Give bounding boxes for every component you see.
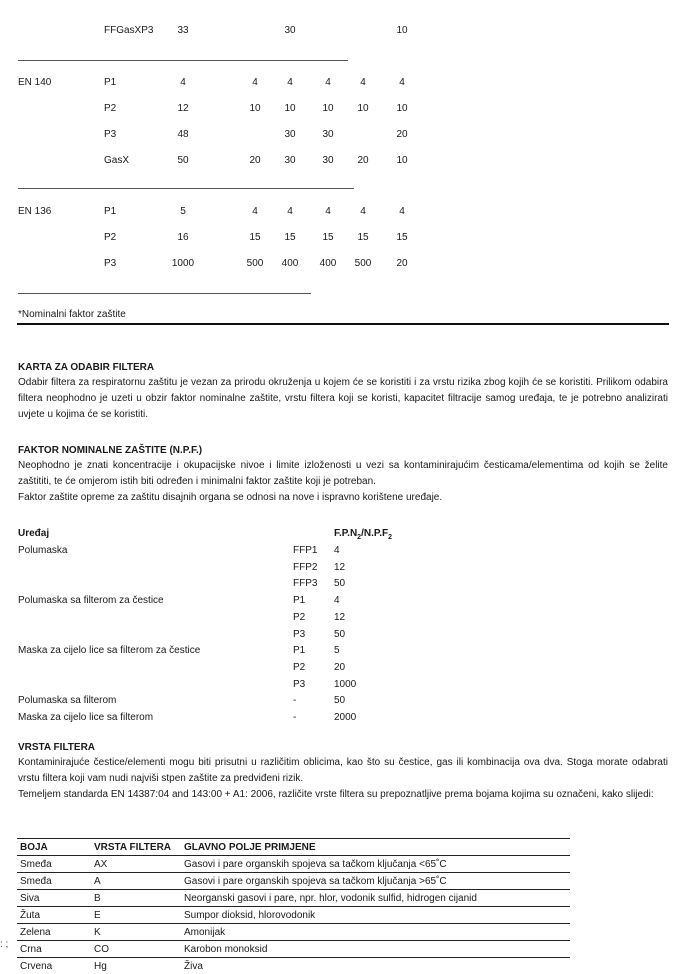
table-cell: CO (91, 941, 181, 958)
table-cell: Sumpor dioksid, hlorovodonik (181, 907, 570, 924)
table-cell: 20 (249, 155, 260, 166)
margin-mark: : ; (0, 939, 8, 950)
table-cell: B (91, 890, 181, 907)
table-row (17, 890, 570, 907)
table-cell: 20 (357, 155, 368, 166)
npf-value: 1000 (334, 679, 356, 690)
section-paragraph: Faktor zaštite opreme za zaštitu disajnih organa se odnosi na nove i ispravno korištene uređaje. (18, 490, 668, 506)
table-cell: 15 (322, 232, 333, 243)
table-cell: Živa (181, 958, 570, 974)
section-heading: KARTA ZA ODABIR FILTERA (18, 362, 668, 373)
device-name: Maska za cijelo lice sa filterom za čestice (18, 645, 200, 656)
table-cell: 15 (357, 232, 368, 243)
filter-class-label: P1 (104, 77, 116, 88)
table-cell: 10 (322, 103, 333, 114)
section-paragraph: Neophodno je znati koncentracije i okupacijske nivoe i limite izloženosti u vezi sa kontaminirajućim česticama/elementima od kojih se želite zaštititi, te će omjerom istih biti određen i minimalni faktor zaštite koji je potreban. (18, 458, 668, 490)
divider (18, 293, 311, 294)
npf-value: 4 (334, 595, 340, 606)
table-cell: Gasovi i pare organskih spojeva sa tačkom ključanja >65˚C (181, 873, 570, 890)
divider (18, 188, 354, 189)
table-cell: 30 (284, 25, 295, 36)
table-cell: 4 (325, 77, 331, 88)
npf-value: 5 (334, 645, 340, 656)
table-row (17, 873, 570, 890)
npf-value: 20 (334, 662, 345, 673)
device-class: - (293, 712, 296, 723)
table-row (17, 924, 570, 941)
table-cell: Siva (17, 890, 91, 907)
table-cell: 48 (177, 129, 188, 140)
table-cell: 30 (322, 129, 333, 140)
table-header-row (17, 839, 570, 856)
table-row (17, 958, 570, 974)
npf-value: 50 (334, 578, 345, 589)
table-cell: 4 (399, 77, 405, 88)
table-cell: 4 (360, 77, 366, 88)
section-divider (17, 323, 669, 325)
device-class: P1 (293, 645, 305, 656)
table-cell: Hg (91, 958, 181, 974)
table-cell: Smeđa (17, 873, 91, 890)
table-cell: 10 (284, 103, 295, 114)
fpn-header: $F.P.N_2/N.P.F_2$ (334, 528, 392, 541)
device-class: P2 (293, 662, 305, 673)
table-cell: 500 (355, 258, 372, 269)
table-cell: E (91, 907, 181, 924)
table-cell: 500 (247, 258, 264, 269)
table-cell: 33 (177, 25, 188, 36)
table-row (17, 941, 570, 958)
npf-value: 12 (334, 562, 345, 573)
device-name: Polumaska sa filterom (18, 695, 116, 706)
npf-value: 2000 (334, 712, 356, 723)
table-cell: K (91, 924, 181, 941)
table-cell: 4 (399, 206, 405, 217)
table-cell: A (91, 873, 181, 890)
table-cell: 30 (284, 155, 295, 166)
device-class: P1 (293, 595, 305, 606)
filter-class-label: P3 (104, 258, 116, 269)
table-cell: 10 (396, 155, 407, 166)
table-cell: Amonijak (181, 924, 570, 941)
table-cell: AX (91, 856, 181, 873)
section-paragraph: Kontaminirajuće čestice/elementi mogu biti prisutni u različitim oblicima, kao što su čestice, gas ili kombinacija ova dva. Stoga morate odabrati vrstu filtera koji vam nudi najviši stpen zaštite za predviđeni rizik. (18, 755, 668, 787)
device-class: FFP3 (293, 578, 317, 589)
table-cell: 15 (284, 232, 295, 243)
footnote: *Nominalni faktor zaštite (18, 309, 126, 320)
filter-class-label: FFGasXP3 (104, 25, 153, 36)
table-cell: 4 (325, 206, 331, 217)
filter-class-label: P2 (104, 103, 116, 114)
table-cell: Smeđa (17, 856, 91, 873)
device-class: FFP2 (293, 562, 317, 573)
table-cell: 10 (357, 103, 368, 114)
column-header: VRSTA FILTERA (91, 839, 181, 856)
device-class: P2 (293, 612, 305, 623)
section-heading: FAKTOR NOMINALNE ZAŠTITE (N.P.F.) (18, 445, 668, 456)
table-row (17, 907, 570, 924)
device-class: FFP1 (293, 545, 317, 556)
table-cell: 4 (252, 77, 258, 88)
device-class: P3 (293, 679, 305, 690)
device-name: Polumaska (18, 545, 67, 556)
table-cell: Crvena (17, 958, 91, 974)
table-cell: 5 (180, 206, 186, 217)
section-filter-types (18, 742, 668, 802)
section-filter-selection (18, 362, 668, 422)
column-header: BOJA (17, 839, 91, 856)
npf-value: 4 (334, 545, 340, 556)
npf-value: 50 (334, 629, 345, 640)
npf-value: 50 (334, 695, 345, 706)
table-cell: 16 (177, 232, 188, 243)
table-cell: 15 (396, 232, 407, 243)
table-cell: 4 (252, 206, 258, 217)
table-cell: 400 (320, 258, 337, 269)
table-cell: 4 (287, 206, 293, 217)
table-cell: Crna (17, 941, 91, 958)
device-class: P3 (293, 629, 305, 640)
table-cell: 400 (282, 258, 299, 269)
table-cell: Gasovi i pare organskih spojeva sa tačkom ključanja <65˚C (181, 856, 570, 873)
filter-class-label: P1 (104, 206, 116, 217)
standard-label: EN 136 (18, 206, 51, 217)
filter-class-label: P2 (104, 232, 116, 243)
device-class: - (293, 695, 296, 706)
section-paragraph: Temeljem standarda EN 14387:04 and 143:00 + A1: 2006, različite vrste filtera su prepoznatljive prema bojama kojima su označeni, kako slijedi: (18, 787, 668, 803)
npf-value: 12 (334, 612, 345, 623)
table-cell: 10 (396, 103, 407, 114)
table-cell: 4 (287, 77, 293, 88)
table-cell: Karobon monoksid (181, 941, 570, 958)
device-name: Polumaska sa filterom za čestice (18, 595, 164, 606)
table-cell: 30 (284, 129, 295, 140)
divider (18, 60, 348, 61)
table-cell: Zelena (17, 924, 91, 941)
table-cell: 12 (177, 103, 188, 114)
standard-label: EN 140 (18, 77, 51, 88)
table-cell: 1000 (172, 258, 194, 269)
table-cell: 20 (396, 258, 407, 269)
section-heading: VRSTA FILTERA (18, 742, 668, 753)
filter-class-label: GasX (104, 155, 129, 166)
table-cell: 10 (396, 25, 407, 36)
table-cell: Neorganski gasovi i pare, npr. hlor, vodonik sulfid, hidrogen cijanid (181, 890, 570, 907)
table-cell: 4 (180, 77, 186, 88)
table-cell: 30 (322, 155, 333, 166)
filter-class-label: P3 (104, 129, 116, 140)
device-name: Maska za cijelo lice sa filterom (18, 712, 153, 723)
table-cell: 15 (249, 232, 260, 243)
table-cell: Žuta (17, 907, 91, 924)
device-header: Uređaj (18, 528, 49, 539)
table-cell: 50 (177, 155, 188, 166)
table-cell: 10 (249, 103, 260, 114)
table-cell: 20 (396, 129, 407, 140)
section-paragraph: Odabir filtera za respiratornu zaštitu je vezan za prirodu okruženja u kojem će se koristiti i za vrstu rizika zbog kojih će se koristiti. Prilikom odabira filtera neophodno je uzeti u obzir faktor nominalne zaštite, vrstu filtera koji se koristi, kapacitet filtracije samog uređaja, te je potrebno analizirati uvjete u kojima će se koristiti. (18, 375, 668, 422)
column-header: GLAVNO POLJE PRIMJENE (181, 839, 570, 856)
table-cell: 4 (360, 206, 366, 217)
section-npf (18, 445, 668, 505)
table-row (17, 856, 570, 873)
filter-color-table (17, 838, 570, 974)
